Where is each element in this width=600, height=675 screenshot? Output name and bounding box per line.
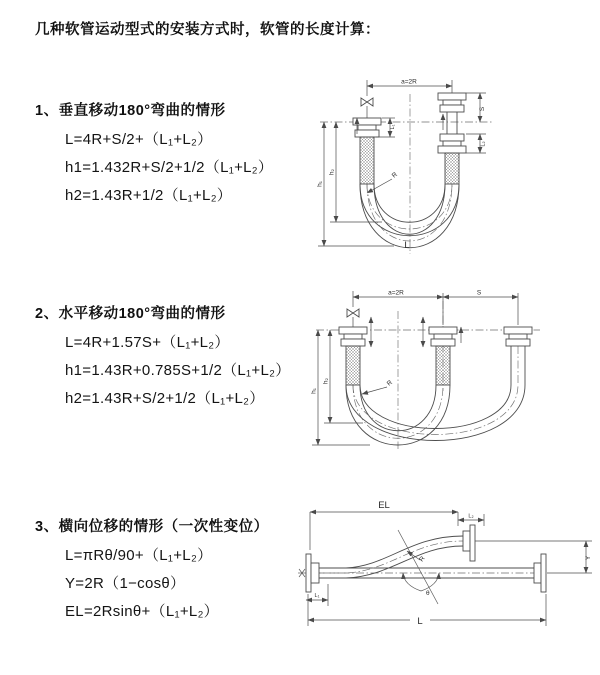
page-title: 几种软管运动型式的安装方式时，软管的长度计算： xyxy=(35,22,380,38)
dim-label-a2r: a=2R xyxy=(388,289,404,297)
diagram-lateral-displacement xyxy=(298,492,600,642)
radius-label: R xyxy=(418,555,427,564)
hose-u-bend xyxy=(360,184,459,248)
diagram-vertical-180-bend xyxy=(310,72,600,257)
section-2-formulas xyxy=(65,329,315,413)
dim-label-l2: L₂ xyxy=(468,513,474,520)
dim-label-l1: L₁ xyxy=(314,593,320,599)
formula-h2: h2=1.43R+S/2+1/2（L₁+L₂） xyxy=(65,390,265,407)
dim-label-s: S xyxy=(476,289,482,297)
formula-L: L=πRθ/90+（L₁+L₂） xyxy=(65,547,213,564)
dim-label-s: S xyxy=(479,106,486,112)
section-vertical-movement xyxy=(35,100,315,210)
formula-L: L=4R+1.57S+（L₁+L₂） xyxy=(65,334,230,351)
left-flange xyxy=(306,554,319,592)
angle-label: θ xyxy=(426,590,430,597)
section-3-heading: 3、横向位移的情形（一次性变位） xyxy=(35,519,269,535)
formula-EL: EL=2Rsinθ+（L₁+L₂） xyxy=(65,603,219,620)
right-pipe-end xyxy=(438,93,466,184)
centerlines xyxy=(320,94,494,254)
formula-h1: h1=1.432R+S/2+1/2（L₁+L₂） xyxy=(65,159,274,176)
formula-h1: h1=1.43R+0.785S+1/2（L₁+L₂） xyxy=(65,362,291,379)
right-flange-straight xyxy=(534,554,546,592)
diagram-horizontal-180-bend xyxy=(308,283,600,453)
angle-construction xyxy=(398,530,439,604)
dim-label-y: Y xyxy=(585,555,592,561)
formula-Y: Y=2R（1−cosθ） xyxy=(65,575,186,592)
dim-h1 xyxy=(311,330,371,445)
dim-s xyxy=(466,93,486,122)
dim-l xyxy=(308,594,546,627)
dim-label-l2: L₂ xyxy=(480,141,487,147)
valve-icon xyxy=(347,291,359,327)
dim-el xyxy=(310,500,458,550)
radius-callout xyxy=(407,551,427,563)
section-3-formulas xyxy=(65,542,315,626)
dim-label-h2: h₂ xyxy=(322,377,330,385)
dim-l2 xyxy=(458,514,484,527)
dim-label-h1: h₁ xyxy=(310,388,318,394)
middle-pipe-end xyxy=(429,327,457,385)
radius-label: R xyxy=(390,171,399,180)
dim-label-el: EL xyxy=(378,500,390,511)
dim-label-a2r: a=2R xyxy=(401,78,417,86)
dim-label-h1: h₁ xyxy=(316,181,324,187)
dim-label-l1: L₁ xyxy=(390,124,396,130)
dim-a2r xyxy=(353,290,518,326)
section-2-heading: 2、水平移动180°弯曲的情形 xyxy=(35,306,226,322)
formula-L: L=4R+S/2+（L₁+L₂） xyxy=(65,131,213,148)
dim-label-h2: h₂ xyxy=(328,168,336,176)
radius-callout xyxy=(362,379,394,394)
formula-h2: h2=1.43R+1/2（L₁+L₂） xyxy=(65,187,233,204)
hose-displaced-s-curve xyxy=(319,536,463,578)
upper-flange-displaced xyxy=(463,525,475,561)
radius-label: R xyxy=(385,379,394,388)
section-lateral-displacement xyxy=(35,516,315,626)
left-pipe-end xyxy=(339,327,367,385)
section-horizontal-movement xyxy=(35,303,315,413)
dim-l2 xyxy=(466,134,487,153)
section-1-formulas xyxy=(65,126,315,210)
section-1-heading: 1、垂直移动180°弯曲的情形 xyxy=(35,103,226,119)
length-label: L xyxy=(404,240,410,251)
dim-s xyxy=(443,290,518,298)
dim-a2r xyxy=(367,79,452,94)
dim-label-l: L xyxy=(417,616,423,627)
